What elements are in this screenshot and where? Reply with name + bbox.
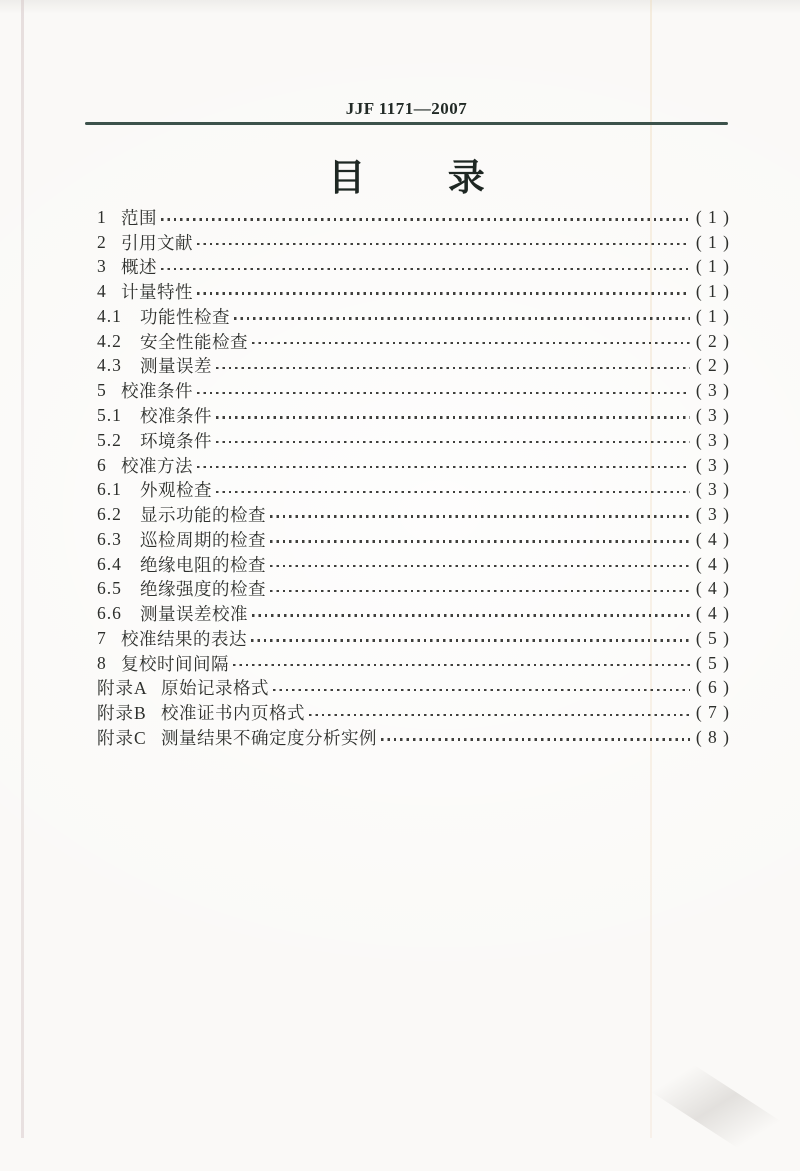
toc-row [97, 329, 730, 354]
toc-dot-leader [216, 491, 690, 493]
toc-dot-leader [273, 689, 690, 691]
toc-entry-number: 6.4 [97, 553, 122, 574]
toc-row [97, 576, 730, 601]
toc-entry-page-number: ( 4 ) [695, 603, 730, 624]
toc-dot-leader [309, 714, 690, 716]
toc-entry-title: 绝缘强度的检查 [140, 579, 266, 600]
toc-dot-leader [252, 342, 690, 344]
toc-entry-page-number: ( 3 ) [695, 454, 730, 475]
toc-entry-number: 1 [97, 206, 107, 227]
toc-entry-page-number: ( 5 ) [695, 652, 730, 673]
toc-entry-page-number: ( 6 ) [695, 677, 730, 698]
toc-entry-page-number: ( 3 ) [695, 405, 730, 425]
toc-entry-number: 附录A [97, 678, 148, 699]
toc-entry-title: 显示功能的检查 [140, 505, 266, 526]
scan-artifact-left-line [21, 0, 24, 1138]
toc-dot-leader [216, 416, 690, 418]
toc-row [97, 230, 730, 255]
toc-dot-leader [270, 565, 690, 567]
toc-entry-page-number: ( 4 ) [695, 578, 730, 599]
toc-entry-number: 5 [97, 380, 107, 401]
toc-entry-title: 校准方法 [121, 455, 193, 476]
toc-row [97, 403, 730, 428]
toc-entry-page-number: ( 1 ) [695, 231, 730, 252]
toc-entry-page-number: ( 3 ) [695, 429, 730, 450]
toc-row [97, 725, 730, 750]
toc-entry-page-number: ( 1 ) [695, 281, 730, 302]
toc-row [97, 428, 730, 453]
toc-row [97, 700, 730, 725]
toc-row [97, 502, 730, 527]
toc-entry-number: 4.1 [97, 305, 122, 326]
toc-row [97, 477, 730, 502]
toc-entry-number: 4.3 [97, 355, 122, 376]
toc-dot-leader [216, 441, 690, 443]
toc-dot-leader [197, 243, 690, 245]
toc-entry-number: 6.5 [97, 578, 122, 599]
toc-dot-leader [161, 268, 690, 270]
toc-dot-leader [270, 590, 690, 592]
table-of-contents [97, 205, 730, 750]
toc-row [97, 676, 730, 701]
toc-entry-number: 附录B [97, 703, 147, 724]
toc-entry-title: 校准条件 [140, 406, 212, 427]
toc-entry-number: 6 [97, 454, 107, 475]
toc-entry-title: 外观检查 [140, 480, 212, 501]
toc-entry-title: 环境条件 [140, 430, 212, 451]
toc-dot-leader [233, 664, 690, 666]
toc-entry-title: 概述 [121, 257, 157, 278]
toc-entry-number: 5.2 [97, 429, 122, 450]
toc-entry-number: 4 [97, 281, 107, 302]
toc-row [97, 453, 730, 478]
toc-entry-title: 测量误差校准 [140, 604, 248, 625]
toc-entry-page-number: ( 3 ) [695, 504, 730, 525]
toc-entry-page-number: ( 1 ) [695, 256, 730, 277]
toc-entry-title: 测量误差 [140, 356, 212, 377]
toc-entry-title: 校准结果的表达 [121, 628, 247, 649]
toc-entry-number: 附录C [97, 727, 147, 748]
toc-row [97, 255, 730, 280]
toc-entry-number: 6.3 [97, 528, 122, 549]
toc-dot-leader [252, 614, 690, 616]
page-title-char-1: 目 [328, 157, 366, 198]
toc-row [97, 205, 730, 230]
toc-entry-title: 校准证书内页格式 [161, 703, 305, 724]
page-title [85, 147, 728, 201]
toc-entry-number: 4.2 [97, 330, 122, 351]
toc-entry-page-number: ( 3 ) [695, 380, 730, 401]
scan-artifact-corner-shadow [617, 1031, 797, 1170]
toc-dot-leader [270, 515, 690, 517]
toc-entry-page-number: ( 8 ) [695, 726, 730, 747]
toc-row [97, 354, 730, 379]
toc-entry-title: 测量结果不确定度分析实例 [161, 727, 377, 748]
toc-row [97, 601, 730, 626]
toc-row [97, 279, 730, 304]
toc-entry-number: 2 [97, 231, 107, 252]
toc-row [97, 378, 730, 403]
toc-entry-page-number: ( 2 ) [695, 330, 730, 351]
toc-entry-number: 8 [97, 652, 107, 673]
toc-entry-page-number: ( 7 ) [695, 702, 730, 723]
toc-entry-page-number: ( 4 ) [695, 553, 730, 574]
toc-entry-title: 校准条件 [121, 381, 193, 402]
toc-dot-leader [197, 292, 690, 294]
toc-entry-number: 6.1 [97, 479, 122, 500]
toc-row [97, 626, 730, 651]
toc-dot-leader [270, 540, 690, 542]
toc-entry-number: 6.2 [97, 504, 122, 525]
toc-dot-leader [197, 466, 690, 468]
toc-entry-title: 计量特性 [121, 282, 193, 303]
toc-row [97, 527, 730, 552]
toc-entry-number: 5.1 [97, 405, 122, 425]
standard-number: JJF 1171—2007 [345, 99, 468, 118]
toc-dot-leader [216, 367, 690, 369]
toc-row [97, 552, 730, 577]
toc-row [97, 651, 730, 676]
toc-entry-page-number: ( 2 ) [695, 355, 730, 376]
toc-entry-page-number: ( 1 ) [695, 206, 730, 227]
toc-row [97, 304, 730, 329]
toc-entry-title: 引用文献 [121, 232, 193, 253]
toc-entry-title: 复校时间间隔 [121, 653, 229, 674]
toc-entry-page-number: ( 4 ) [695, 528, 730, 549]
toc-entry-page-number: ( 3 ) [695, 479, 730, 500]
toc-entry-title: 范围 [121, 207, 157, 228]
toc-entry-title: 功能性检查 [140, 306, 230, 327]
toc-dot-leader [161, 218, 690, 220]
toc-dot-leader [197, 392, 690, 394]
toc-dot-leader [381, 738, 690, 740]
toc-entry-title: 原始记录格式 [161, 678, 269, 699]
toc-entry-page-number: ( 1 ) [695, 305, 730, 326]
toc-entry-title: 绝缘电阻的检查 [140, 554, 266, 575]
toc-entry-title: 安全性能检查 [140, 331, 248, 352]
toc-entry-number: 7 [97, 627, 107, 648]
toc-entry-number: 3 [97, 256, 107, 277]
toc-entry-title: 巡检周期的检查 [140, 529, 266, 550]
header-rule [85, 122, 728, 125]
toc-entry-page-number: ( 5 ) [695, 627, 730, 648]
toc-dot-leader [251, 639, 690, 641]
toc-dot-leader [234, 317, 690, 319]
toc-entry-number: 6.6 [97, 603, 122, 624]
page-title-char-2: 录 [447, 157, 485, 198]
